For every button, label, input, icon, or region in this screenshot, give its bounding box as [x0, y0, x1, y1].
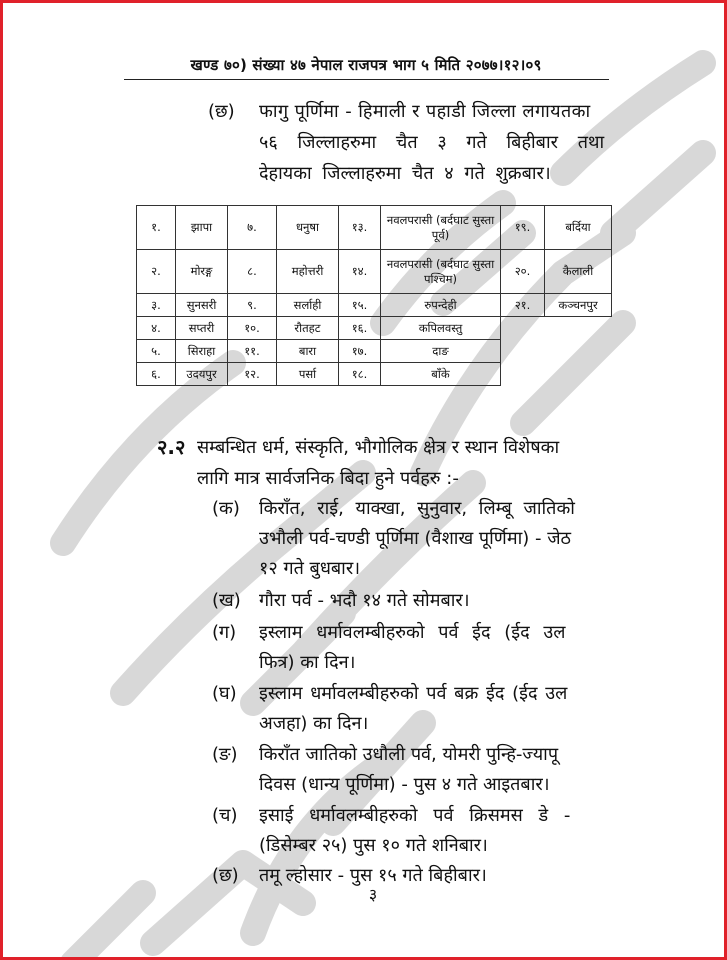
table-cell: ९.: [228, 294, 277, 317]
item-nga-mark: (ङ): [212, 744, 238, 765]
table-cell: ३.: [137, 294, 176, 317]
table-cell: रौतहट: [277, 317, 339, 340]
table-cell-empty: [501, 363, 545, 386]
table-cell-empty: [501, 317, 545, 340]
table-cell: कपिलवस्तु: [381, 317, 501, 340]
item-kha-mark: (ख): [212, 590, 241, 611]
table-cell: बारा: [277, 340, 339, 363]
district-table: [136, 205, 612, 386]
table-cell: २१.: [501, 294, 545, 317]
item-ga-line-1: इस्लाम धर्मावलम्बीहरुको पर्व ईद (ईद उल: [259, 622, 566, 643]
table-row: [137, 340, 612, 363]
table-cell: कञ्चनपुर: [545, 294, 612, 317]
item-gha-line-2: अजहा) का दिन।: [259, 713, 369, 734]
table-cell: ६.: [137, 363, 176, 386]
page-number: ३: [368, 885, 378, 904]
table-cell: ५.: [137, 340, 176, 363]
table-cell: १५.: [339, 294, 381, 317]
item-chha2-mark: (छ): [212, 865, 239, 886]
table-cell: सिराहा: [176, 340, 228, 363]
item-kha-line-1: गौरा पर्व - भदौ १४ गते सोमबार।: [259, 590, 470, 611]
table-cell-empty: [545, 363, 612, 386]
item-chha-line-1: फागु पूर्णिमा - हिमाली र पहाडी जिल्ला लगायतका: [259, 101, 591, 122]
item-chha-line-2: ५६ जिल्लाहरुमा चैत ३ गते बिहीबार तथा: [259, 132, 605, 153]
table-cell: सप्तरी: [176, 317, 228, 340]
item-chha2-line-1: तमू ल्होसार - पुस १५ गते बिहीबार।: [259, 865, 487, 886]
table-cell: बर्दिया: [545, 206, 612, 250]
header-rule: [124, 79, 609, 80]
item-ka-line-3: १२ गते बुधबार।: [259, 558, 361, 579]
gazette-header: खण्ड ७०) संख्या ४७ नेपाल राजपत्र भाग ५ मिति २०७७।१२।०९: [190, 56, 542, 74]
table-cell: कैलाली: [545, 250, 612, 294]
table-cell: मोरङ्ग: [176, 250, 228, 294]
table-cell: उदयपुर: [176, 363, 228, 386]
item-ka-line-2: उभौली पर्व-चण्डी पूर्णिमा (वैशाख पूर्णिमा) - जेठ: [259, 528, 572, 549]
item-cha-line-1: इसाई धर्मावलम्बीहरुको पर्व क्रिसमस डे -: [259, 805, 571, 826]
table-cell: १८.: [339, 363, 381, 386]
table-cell: रुपन्देही: [381, 294, 501, 317]
item-chha-mark: (छ): [208, 101, 235, 122]
table-cell: १.: [137, 206, 176, 250]
table-cell: ८.: [228, 250, 277, 294]
item-chha-line-3: देहायका जिल्लाहरुमा चैत ४ गते शुक्रबार।: [259, 163, 551, 184]
item-nga-line-2: दिवस (धान्य पूर्णिमा) - पुस ४ गते आइतबार।: [259, 774, 550, 795]
section-title-line-1: सम्बन्धित धर्म, संस्कृति, भौगोलिक क्षेत्र र स्थान विशेषका: [197, 437, 560, 458]
item-gha-line-1: इस्लाम धर्मावलम्बीहरुको पर्व बक्र ईद (ईद उल: [259, 683, 568, 704]
item-ka-line-1: किराँत, राई, याक्खा, सुनुवार, लिम्बू जातिको: [259, 498, 575, 519]
item-ka-mark: (क): [212, 498, 240, 519]
table-cell: २०.: [501, 250, 545, 294]
table-cell-empty: [545, 340, 612, 363]
table-cell: २.: [137, 250, 176, 294]
section-title-line-2: लागि मात्र सार्वजनिक बिदा हुने पर्वहरु :-: [197, 468, 459, 489]
table-row: [137, 294, 612, 317]
item-ga-mark: (ग): [212, 622, 237, 643]
table-cell: ११.: [228, 340, 277, 363]
table-cell: नवलपरासी (बर्दघाट सुस्ता पश्चिम): [381, 250, 501, 294]
table-cell: १३.: [339, 206, 381, 250]
table-cell: १४.: [339, 250, 381, 294]
item-cha-line-2: (डिसेम्बर २५) पुस १० गते शनिबार।: [259, 835, 488, 856]
item-nga-line-1: किराँत जातिको उधौली पर्व, योमरी पुन्हि-ज्यापू: [259, 744, 559, 765]
table-cell: १९.: [501, 206, 545, 250]
item-gha-mark: (घ): [212, 683, 237, 704]
table-cell: ४.: [137, 317, 176, 340]
item-ga-line-2: फित्र) का दिन।: [259, 652, 356, 673]
table-cell-empty: [545, 317, 612, 340]
table-row: [137, 317, 612, 340]
table-cell: १०.: [228, 317, 277, 340]
table-cell: महोत्तरी: [277, 250, 339, 294]
table-cell: धनुषा: [277, 206, 339, 250]
table-cell: बाँके: [381, 363, 501, 386]
table-cell: दाङ: [381, 340, 501, 363]
table-cell: १६.: [339, 317, 381, 340]
table-row: [137, 363, 612, 386]
table-cell: सुनसरी: [176, 294, 228, 317]
table-cell: १७.: [339, 340, 381, 363]
item-cha-mark: (च): [212, 805, 238, 826]
table-cell: झापा: [176, 206, 228, 250]
table-cell: पर्सा: [277, 363, 339, 386]
section-number: २.२: [157, 435, 186, 459]
table-row: [137, 250, 612, 294]
table-cell: नवलपरासी (बर्दघाट सुस्ता पूर्व): [381, 206, 501, 250]
table-row: [137, 206, 612, 250]
table-cell: १२.: [228, 363, 277, 386]
table-cell: ७.: [228, 206, 277, 250]
table-cell-empty: [501, 340, 545, 363]
table-cell: सर्लाही: [277, 294, 339, 317]
